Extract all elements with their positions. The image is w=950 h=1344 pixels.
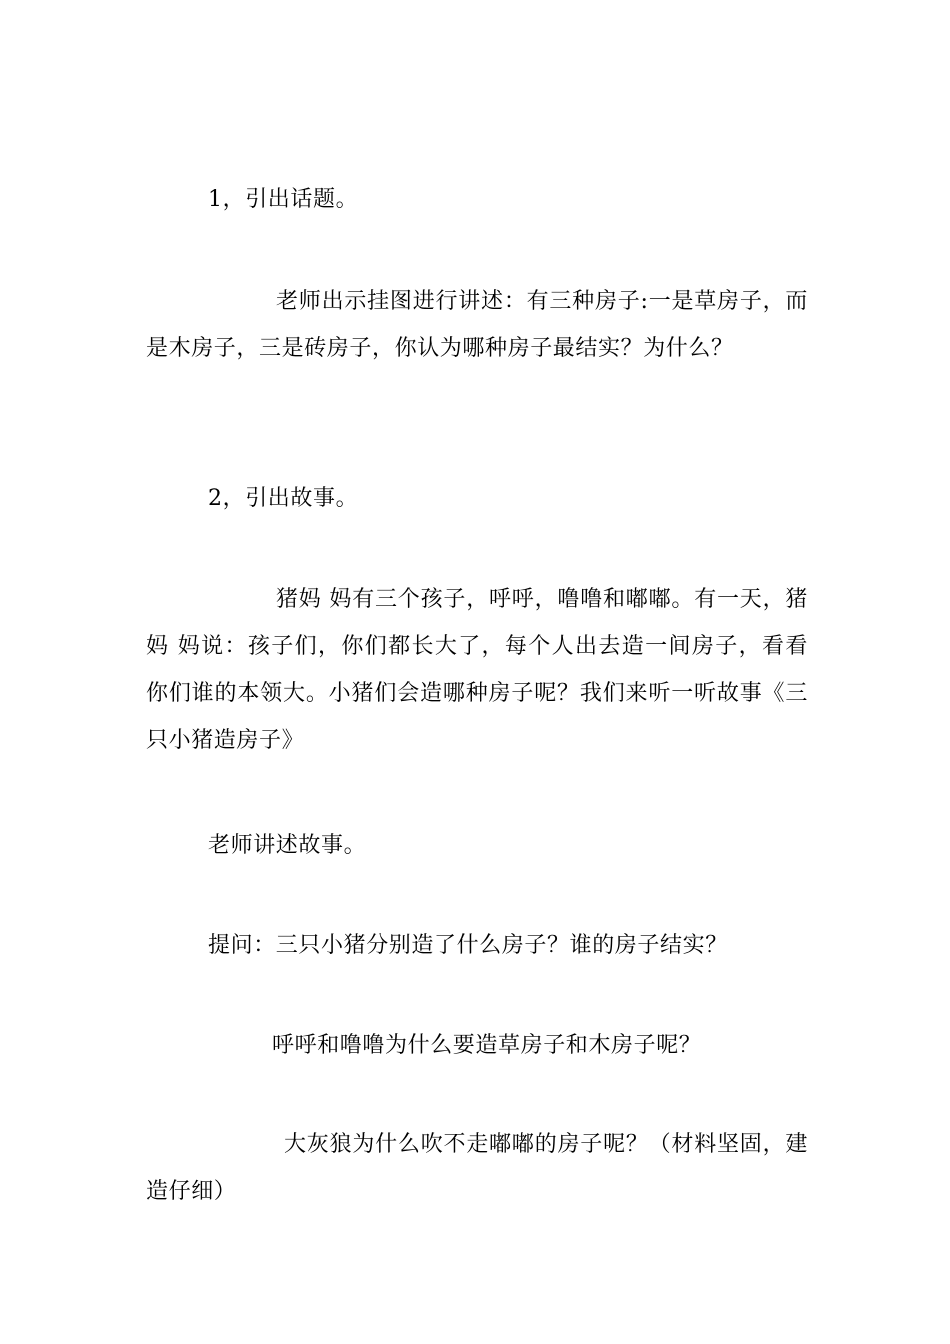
paragraph-intro-topic: 1，引出话题。 xyxy=(208,187,359,212)
paragraph-teacher-tells-story: 老师讲述故事。 xyxy=(208,833,367,858)
paragraph-story-opening: 猪妈 妈有三个孩子，呼呼，噜噜和嘟嘟。有一天，猪妈 妈说：孩子们，你们都长大了，每个人出去造一间房子，看看你们谁的本领大。小猪们会造哪种房子呢？我们来听一听故事《三只小猪造房子》 xyxy=(146,587,808,753)
paragraph-teacher-shows-picture: 老师出示挂图进行讲述：有三种房子:一是草房子，而是木房子，三是砖房子，你认为哪种房子最结实？为什么？ xyxy=(146,289,808,361)
paragraph-question-3: 大灰狼为什么吹不走嘟嘟的房子呢？（材料坚固，建造仔细） xyxy=(146,1132,808,1204)
paragraph-question-1: 提问：三只小猪分别造了什么房子？谁的房子结实？ xyxy=(208,933,728,958)
paragraph-question-2: 呼呼和噜噜为什么要造草房子和木房子呢？ xyxy=(272,1033,702,1058)
paragraph-intro-story: 2，引出故事。 xyxy=(208,486,359,511)
